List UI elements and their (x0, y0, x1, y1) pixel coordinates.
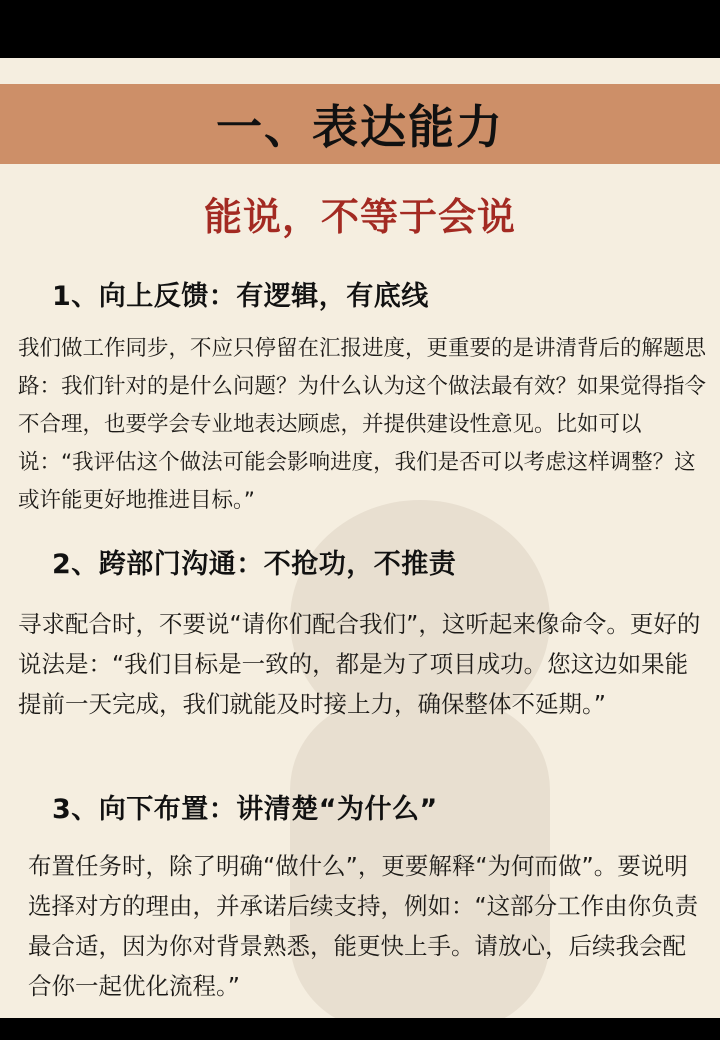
section-1-heading: 1、向上反馈：有逻辑，有底线 (52, 281, 429, 312)
page-margin (0, 58, 720, 84)
page-title: 一、表达能力 (216, 100, 504, 154)
top-black-bar (0, 0, 720, 58)
header-band (0, 84, 720, 164)
section-2-body: 寻求配合时，不要说“请你们配合我们”，这听起来像命令。更好的说法是：“我们目标是一致的，都是为了项目成功。您这边如果能提前一天完成，我们就能及时接上力，确保整体不延期。” (18, 610, 701, 718)
bottom-black-bar (0, 1018, 720, 1040)
section-3-body: 布置任务时，除了明确“做什么”，更要解释“为何而做”。要说明选择对方的理由，并承诺后续支持，例如：“这部分工作由你负责最合适，因为你对背景熟悉，能更快上手。请放心，后续我会配合你一起优化流程。” (28, 852, 699, 1000)
section-3-heading: 3、向下布置：讲清楚“为什么” (52, 794, 438, 825)
page-subtitle: 能说，不等于会说 (203, 195, 516, 239)
section-1-body: 我们做工作同步，不应只停留在汇报进度，更重要的是讲清背后的解题思路：我们针对的是什么问题？为什么认为这个做法最有效？如果觉得指令不合理，也要学会专业地表达顾虑，并提供建设性意见。比如可以说：“我评估这个做法可能会影响进度，我们是否可以考虑这样调整？这或许能更好地推进目标。” (18, 336, 707, 513)
section-2-heading: 2、跨部门沟通：不抢功，不推责 (52, 549, 457, 580)
